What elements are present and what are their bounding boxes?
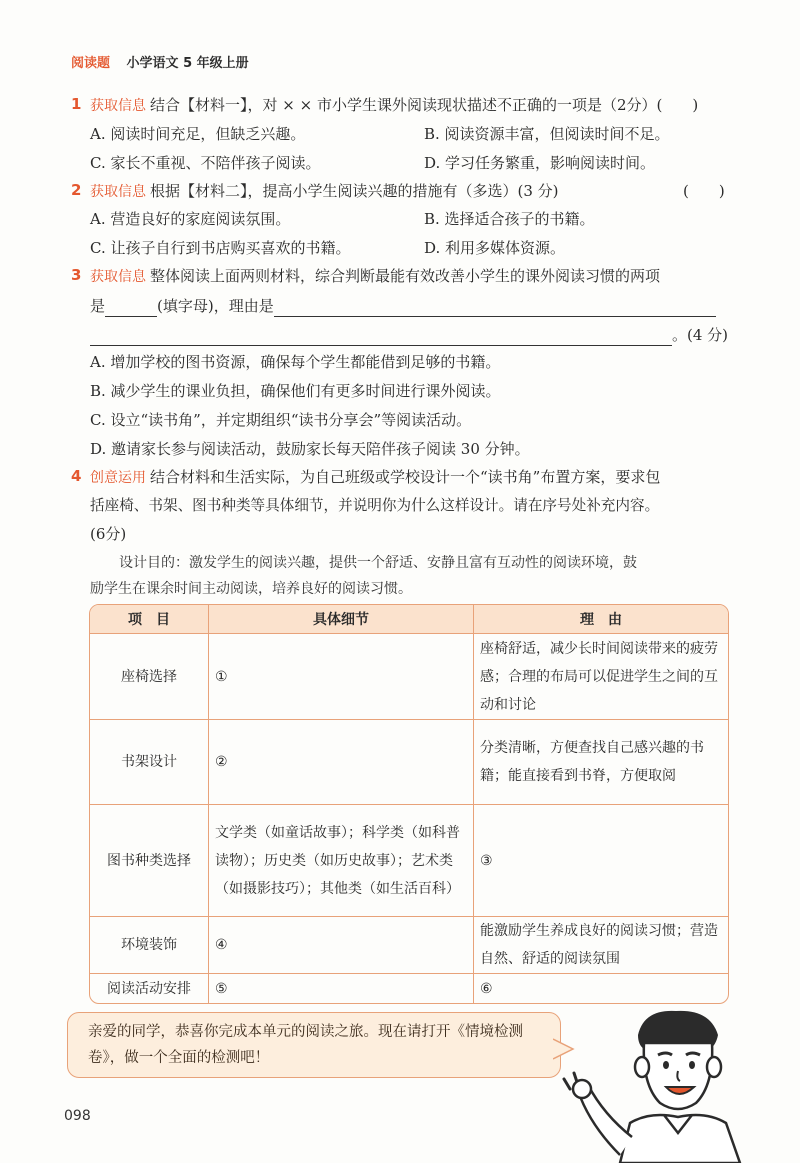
header-tag: 阅读题 — [71, 56, 111, 71]
q3-answer-line — [90, 295, 716, 317]
q3-reason-blank-2[interactable] — [90, 329, 672, 346]
q3-letter-blank[interactable] — [105, 300, 157, 317]
q1-stem: 结合【材料一】，对 × × 市小学生课外阅读现状描述不正确的一项是（2分）( ) — [150, 96, 699, 114]
q3-stem: 整体阅读上面两则材料，综合判断最能有效改善小学生的课外阅读习惯的两项 — [150, 267, 661, 285]
design-purpose-line-2: 励学生在课余时间主动阅读，培养良好的阅读习惯。 — [90, 581, 412, 597]
q3-option-c: C. 设立“读书角”，并定期组织“读书分享会”等阅读活动。 — [90, 411, 472, 429]
row-detail: 文学类（如童话故事）；科学类（如科普读物）；历史类（如历史故事）；艺术类（如摄影技巧）；其他类（如生活百科） — [208, 804, 473, 916]
q4-number: 4 — [71, 467, 82, 485]
q4-stem-line-3: (6分) — [90, 525, 127, 543]
q3-line2-mid: (填字母)，理由是 — [157, 297, 274, 315]
row-detail[interactable]: ① — [208, 634, 473, 719]
design-purpose-line-1: 设计目的：激发学生的阅读兴趣，提供一个舒适、安静且富有互动性的阅读环境，鼓 — [119, 555, 637, 571]
table-row — [90, 916, 728, 973]
q2-option-c: C. 让孩子自行到书店购买喜欢的书籍。 — [90, 239, 351, 257]
q1-option-b: B. 阅读资源丰富，但阅读时间不足。 — [424, 125, 670, 143]
row-item: 阅读活动安排 — [90, 973, 208, 1003]
q2-option-b: B. 选择适合孩子的书籍。 — [424, 210, 595, 228]
row-item: 环境装饰 — [90, 916, 208, 973]
q2-stem-line — [90, 180, 559, 203]
q3-reason-blank-1[interactable] — [274, 300, 716, 317]
row-reason: 座椅舒适，减少长时间阅读带来的疲劳感；合理的布局可以促进学生之间的互动和讨论 — [473, 634, 728, 719]
q3-option-b: B. 减少学生的课业负担，确保他们有更多时间进行课外阅读。 — [90, 382, 501, 400]
table-row — [90, 973, 728, 1003]
table-header-item: 项 目 — [90, 605, 208, 634]
table-row — [90, 634, 728, 719]
q3-line2-prefix: 是 — [90, 297, 106, 315]
q3-option-d: D. 邀请家长参与阅读活动，鼓励家长每天陪伴孩子阅读 30 分钟。 — [90, 440, 530, 458]
q4-stem-line-1 — [90, 466, 660, 489]
q1-number: 1 — [71, 95, 82, 113]
speech-bubble — [67, 1012, 561, 1078]
q3-option-a: A. 增加学校的图书资源，确保每个学生都能借到足够的书籍。 — [90, 353, 501, 371]
q1-stem-line — [90, 94, 698, 117]
table-header-reason: 理 由 — [473, 605, 728, 634]
q3-number: 3 — [71, 266, 82, 284]
q2-number: 2 — [71, 181, 82, 199]
table-row — [90, 804, 728, 916]
table-header-detail: 具体细节 — [208, 605, 473, 634]
row-detail[interactable]: ④ — [208, 916, 473, 973]
q1-option-c: C. 家长不重视、不陪伴孩子阅读。 — [90, 154, 321, 172]
q1-option-a: A. 阅读时间充足，但缺乏兴趣。 — [90, 125, 306, 143]
page-number: 098 — [64, 1108, 91, 1124]
cartoon-boy-icon — [560, 1005, 760, 1163]
row-detail[interactable]: ② — [208, 719, 473, 804]
row-reason: 能激励学生养成良好的阅读习惯；营造自然、舒适的阅读氛围 — [473, 916, 728, 973]
q2-answer-paren: ( ) — [683, 182, 725, 200]
q3-answer-line-2 — [90, 324, 728, 346]
row-reason[interactable]: ⑥ — [473, 973, 728, 1003]
header-book-title: 小学语文 5 年级上册 — [126, 56, 249, 71]
q4-tag: 创意运用 — [90, 470, 146, 486]
page-header — [71, 52, 249, 71]
q4-stem-1: 结合材料和生活实际，为自己班级或学校设计一个“读书角”布置方案，要求包 — [150, 468, 661, 486]
q3-score: 。(4 分) — [672, 326, 729, 344]
table-header-row — [90, 605, 728, 634]
q4-stem-line-2: 括座椅、书架、图书种类等具体细节，并说明你为什么这样设计。请在序号处补充内容。 — [90, 497, 660, 514]
q2-tag: 获取信息 — [90, 184, 146, 200]
q3-stem-line — [90, 265, 660, 288]
q1-option-d: D. 学习任务繁重，影响阅读时间。 — [424, 154, 656, 172]
row-reason[interactable]: ③ — [473, 804, 728, 916]
table-row — [90, 719, 728, 804]
row-item: 书架设计 — [90, 719, 208, 804]
row-reason: 分类清晰，方便查找自己感兴趣的书籍；能直接看到书脊，方便取阅 — [473, 719, 728, 804]
q2-option-d: D. 利用多媒体资源。 — [424, 239, 566, 257]
reading-corner-table — [89, 604, 729, 1004]
row-detail[interactable]: ⑤ — [208, 973, 473, 1003]
q3-tag: 获取信息 — [90, 269, 146, 285]
row-item: 图书种类选择 — [90, 804, 208, 916]
bubble-text: 亲爱的同学，恭喜你完成本单元的阅读之旅。现在请打开《情境检测卷》，做一个全面的检测吧！ — [88, 1024, 523, 1066]
q1-tag: 获取信息 — [90, 98, 146, 114]
row-item: 座椅选择 — [121, 668, 177, 685]
q2-stem: 根据【材料二】，提高小学生阅读兴趣的措施有（多选）(3 分) — [150, 182, 559, 200]
q2-option-a: A. 营造良好的家庭阅读氛围。 — [90, 210, 291, 228]
